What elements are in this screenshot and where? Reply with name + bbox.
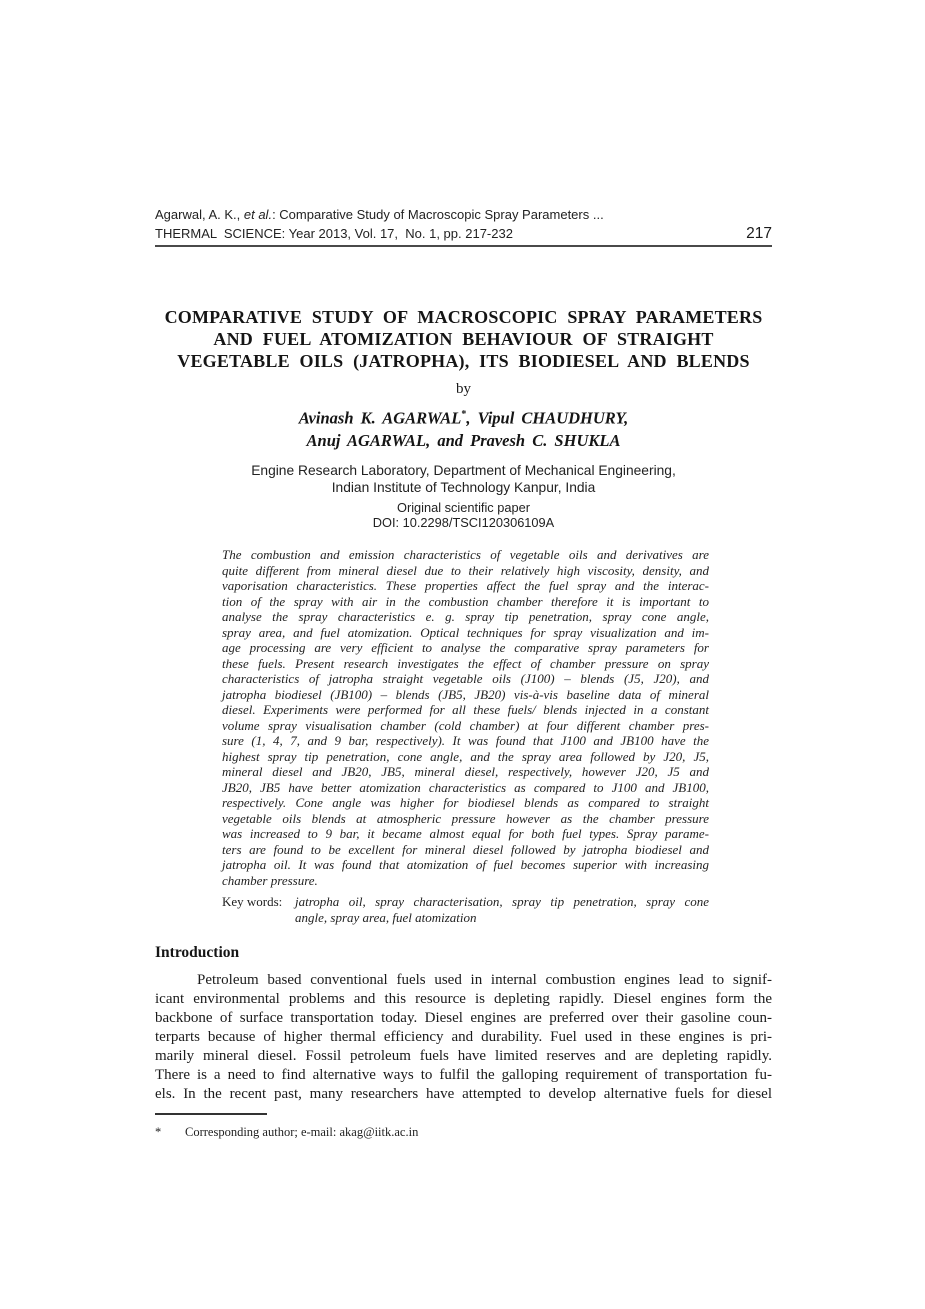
body-text-line: backbone of surface transportation today. Diesel engines are preferred over their gasoline coun- <box>155 1010 772 1026</box>
abstract-line: diesel. Experiments were performed for all these fuels/ blends injected in a constant <box>222 702 709 717</box>
body-text-line: Petroleum based conventional fuels used in internal combustion engines lead to signif- <box>197 972 772 988</box>
abstract-line: jatropha oil. It was found that atomization of fuel becomes superior with increasing <box>222 857 709 872</box>
body-text-line: marily mineral diesel. Fossil petroleum fuels have limited reserves and are depleting rapidly. <box>155 1048 772 1064</box>
running-head-title: : Comparative Study of Macroscopic Spray Parameters ... <box>272 207 604 222</box>
affiliation-line1: Engine Research Laboratory, Department of Mechanical Engineering, <box>251 463 676 478</box>
author-name-1: Avinash K. AGARWAL <box>298 408 462 428</box>
section-heading-introduction: Introduction <box>155 944 240 961</box>
abstract-line: quite different from mineral diesel due to their relatively high viscosity, density, and <box>222 562 709 578</box>
footnote <box>155 1124 772 1140</box>
footnote-rule <box>155 1113 267 1115</box>
abstract-line: characteristics of jatropha straight vegetable oils (J100) – blends (J5, J20), and <box>222 671 709 686</box>
abstract-line: chamber pressure. <box>222 872 318 888</box>
affiliation-line2: Indian Institute of Technology Kanpur, India <box>331 480 596 495</box>
abstract-line: jatropha biodiesel (JB100) – blends (JB5, JB20) vis-à-vis baseline data of mineral <box>222 686 709 702</box>
body-text-line: els. In the recent past, many researchers have attempted to develop alternative fuels for diesel <box>155 1086 772 1102</box>
keywords <box>222 894 709 925</box>
abstract-line: tion of the spray with air in the combustion chamber therefore it is important to <box>222 593 709 609</box>
abstract-line: mineral diesel and JB20, JB5, mineral diesel, respectively, however J20, J5 and <box>222 764 709 779</box>
author-line1 <box>155 404 772 430</box>
journal-citation: THERMAL SCIENCE: Year 2013, Vol. 17, No. 1, pp. 217-232 <box>155 226 513 241</box>
abstract-line: vaporisation characteristics. These properties affect the fuel spray and the interac- <box>222 578 709 593</box>
running-head-etal: et al. <box>243 207 273 222</box>
keywords-label: Key words: <box>222 894 283 909</box>
corresponding-author-asterisk: * <box>461 409 467 420</box>
keywords-line1: jatropha oil, spray characterisation, spray tip penetration, spray cone <box>295 894 709 909</box>
running-head <box>155 205 772 243</box>
paper-title-line3: VEGETABLE OILS (JATROPHA), ITS BIODIESEL AND BLENDS <box>177 351 750 371</box>
abstract-line: age processing are very efficient to analyse the comparative spray parameters for <box>222 640 709 655</box>
paper-title-line2: AND FUEL ATOMIZATION BEHAVIOUR OF STRAIGHT <box>213 329 714 349</box>
abstract-line: sure (1, 4, 7, and 9 bar, respectively). It was found that J100 and JB100 have the <box>222 733 709 748</box>
abstract-line: was increased to 9 bar, it became almost equal for both fuel types. Spray parame- <box>222 826 709 841</box>
body-text-line: terparts because of higher thermal efficiency and durability. Fuel used in these engines is pri- <box>155 1029 772 1045</box>
paper-title <box>145 306 782 372</box>
paper-type: Original scientific paper <box>396 500 530 515</box>
abstract-line: respectively. Cone angle was higher for biodiesel blends as compared to straight <box>222 795 709 810</box>
running-head-authors: Agarwal, A. K., <box>155 207 244 222</box>
header-rule <box>155 245 772 247</box>
byline: by <box>456 381 471 397</box>
author-line2: Anuj AGARWAL, and Pravesh C. SHUKLA <box>306 430 621 450</box>
paper-meta <box>155 500 772 530</box>
running-head-line2 <box>155 224 772 243</box>
author-name-2: , Vipul CHAUDHURY, <box>466 408 629 428</box>
abstract-line: The combustion and emission characteristics of vegetable oils and derivatives are <box>222 547 709 562</box>
abstract <box>222 547 709 888</box>
page-number: 217 <box>746 225 772 242</box>
abstract-line: JB20, JB5 have better atomization characteristics as compared to J100 and JB100, <box>222 779 709 795</box>
abstract-line: volume spray visualisation chamber (cold chamber) at four different chamber pres- <box>222 717 709 733</box>
affiliation <box>155 462 772 496</box>
introduction-paragraph <box>155 971 772 1104</box>
abstract-line: spray area, and fuel atomization. Optical techniques for spray visualization and im- <box>222 624 709 640</box>
author-list <box>155 404 772 452</box>
keywords-text <box>295 894 709 925</box>
footnote-text: Corresponding author; e-mail: akag@iitk.ac.in <box>185 1125 419 1139</box>
abstract-line: analyse the spray characteristics e. g. spray tip penetration, spray cone angle, <box>222 609 709 624</box>
footnote-marker: * <box>155 1125 162 1139</box>
abstract-line: these fuels. Present research investigates the effect of chamber pressure on spray <box>222 655 709 671</box>
doi: DOI: 10.2298/TSCI120306109A <box>372 515 555 530</box>
paper-title-line1: COMPARATIVE STUDY OF MACROSCOPIC SPRAY PARAMETERS <box>164 307 763 327</box>
keywords-line2: angle, spray area, fuel atomization <box>295 909 477 925</box>
abstract-line: highest spray tip penetration, cone angle, and the spray area followed by J20, J5, <box>222 748 709 764</box>
body-text-line: There is a need to find alternative ways to fulfil the galloping requirement of transportation fu- <box>155 1067 772 1083</box>
abstract-line: ters are found to be excellent for mineral diesel followed by jatropha biodiesel and <box>222 841 709 857</box>
body-text-line: icant environmental problems and this resource is depleting rapidly. Diesel engines form the <box>155 991 772 1007</box>
abstract-line: vegetable oils blends at atmospheric pressure however as the chamber pressure <box>222 810 709 826</box>
running-head-line1 <box>155 205 772 224</box>
